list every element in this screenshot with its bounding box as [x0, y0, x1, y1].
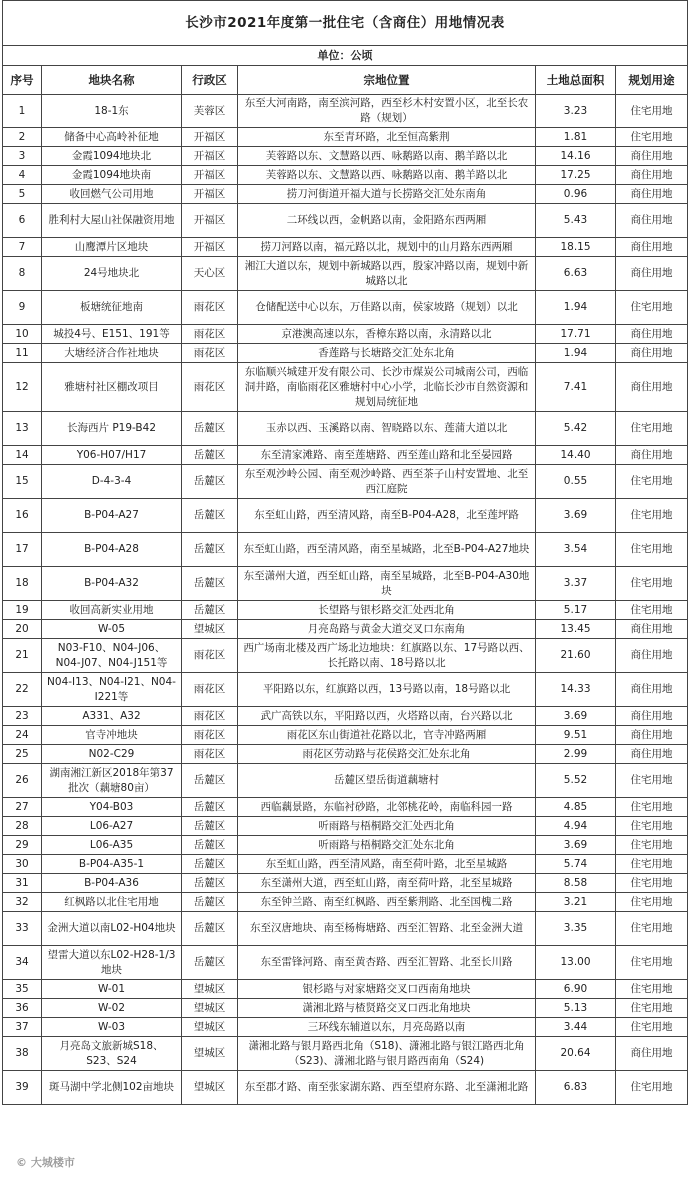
table-row	[3, 567, 688, 601]
table-row	[3, 946, 688, 980]
land-name: L06-A35	[42, 836, 182, 855]
row-number: 7	[3, 238, 42, 257]
table-row	[3, 465, 688, 499]
land-name: W-02	[42, 999, 182, 1018]
area: 5.17	[536, 601, 616, 620]
table-row	[3, 238, 688, 257]
table-row	[3, 798, 688, 817]
row-number: 3	[3, 147, 42, 166]
location: 东至雷锋河路、南至黄杏路、西至汇智路、北至长川路	[238, 946, 536, 980]
area: 9.51	[536, 726, 616, 745]
header-no: 序号	[3, 66, 42, 95]
area: 1.81	[536, 128, 616, 147]
district: 岳麓区	[182, 499, 238, 533]
location: 雨花区劳动路与花侯路交汇处东北角	[238, 745, 536, 764]
row-number: 35	[3, 980, 42, 999]
table-row	[3, 499, 688, 533]
planned-use: 住宅用地	[616, 1018, 688, 1037]
planned-use: 商住用地	[616, 620, 688, 639]
location: 香莲路与长塘路交汇处东北角	[238, 344, 536, 363]
row-number: 12	[3, 363, 42, 412]
row-number: 24	[3, 726, 42, 745]
district: 岳麓区	[182, 798, 238, 817]
location: 武广高铁以东，平阳路以西，火塔路以南，台兴路以北	[238, 707, 536, 726]
location: 长望路与银杉路交汇处西北角	[238, 601, 536, 620]
land-name: 金洲大道以南L02-H04地块	[42, 912, 182, 946]
planned-use: 住宅用地	[616, 817, 688, 836]
location: 听雨路与梧桐路交汇处东北角	[238, 836, 536, 855]
land-name: 收回燃气公司用地	[42, 185, 182, 204]
area: 14.33	[536, 673, 616, 707]
planned-use: 商住用地	[616, 446, 688, 465]
row-number: 34	[3, 946, 42, 980]
location: 雨花区东山街道社花路以北，官寺冲路两厢	[238, 726, 536, 745]
row-number: 4	[3, 166, 42, 185]
unit-row	[3, 46, 688, 66]
planned-use: 住宅用地	[616, 465, 688, 499]
location: 湘江大道以东，规划中新城路以西，殷家冲路以南，规划中新城路以北	[238, 257, 536, 291]
location: 玉赤以西、玉溪路以南、智晓路以东、莲蒲大道以北	[238, 412, 536, 446]
district: 岳麓区	[182, 893, 238, 912]
area: 8.58	[536, 874, 616, 893]
location: 三环线东辅道以东，月亮岛路以南	[238, 1018, 536, 1037]
planned-use: 商住用地	[616, 238, 688, 257]
planned-use: 住宅用地	[616, 874, 688, 893]
district: 雨花区	[182, 363, 238, 412]
location: 潇湘北路与银月路西北角（S18)、潇湘北路与银江路西北角（S23)、潇湘北路与银月路西南角（S24)	[238, 1037, 536, 1071]
area: 3.69	[536, 707, 616, 726]
planned-use: 住宅用地	[616, 533, 688, 567]
table-row	[3, 1018, 688, 1037]
district: 望城区	[182, 980, 238, 999]
planned-use: 住宅用地	[616, 601, 688, 620]
district: 雨花区	[182, 726, 238, 745]
district: 芙蓉区	[182, 95, 238, 128]
location: 京港澳高速以东，香樟东路以南，永清路以北	[238, 325, 536, 344]
district: 雨花区	[182, 673, 238, 707]
district: 岳麓区	[182, 601, 238, 620]
location: 东至汉唐地块、南至杨梅塘路、西至汇智路、北至金洲大道	[238, 912, 536, 946]
district: 岳麓区	[182, 946, 238, 980]
location: 东至虹山路，西至清风路，南至荷叶路，北至星城路	[238, 855, 536, 874]
table-row	[3, 257, 688, 291]
table-row	[3, 836, 688, 855]
location: 东至清家滩路、南至莲塘路、西至莲山路和北至晏园路	[238, 446, 536, 465]
table-row	[3, 344, 688, 363]
land-name: B-P04-A28	[42, 533, 182, 567]
title-row	[3, 1, 688, 46]
table-row	[3, 1071, 688, 1105]
location: 仓储配送中心以东，万佳路以南，侯家坡路（规划）以北	[238, 291, 536, 325]
district: 岳麓区	[182, 855, 238, 874]
land-name: Y06-H07/H17	[42, 446, 182, 465]
district: 望城区	[182, 1071, 238, 1105]
row-number: 37	[3, 1018, 42, 1037]
area: 6.83	[536, 1071, 616, 1105]
planned-use: 住宅用地	[616, 836, 688, 855]
location: 银杉路与对家塘路交叉口西南角地块	[238, 980, 536, 999]
district: 雨花区	[182, 291, 238, 325]
land-name: 收回高新实业用地	[42, 601, 182, 620]
area: 3.54	[536, 533, 616, 567]
land-name: 月亮岛文旅新城S18、S23、S24	[42, 1037, 182, 1071]
planned-use: 商住用地	[616, 1037, 688, 1071]
area: 17.25	[536, 166, 616, 185]
header-use: 规划用途	[616, 66, 688, 95]
planned-use: 商住用地	[616, 639, 688, 673]
area: 14.16	[536, 147, 616, 166]
row-number: 16	[3, 499, 42, 533]
location: 潇湘北路与楂贤路交叉口西北角地块	[238, 999, 536, 1018]
district: 岳麓区	[182, 465, 238, 499]
planned-use: 商住用地	[616, 745, 688, 764]
table-row	[3, 874, 688, 893]
row-number: 31	[3, 874, 42, 893]
row-number: 14	[3, 446, 42, 465]
table-row	[3, 764, 688, 798]
district: 岳麓区	[182, 567, 238, 601]
row-number: 19	[3, 601, 42, 620]
location: 月亮岛路与黄金大道交叉口东南角	[238, 620, 536, 639]
district: 雨花区	[182, 745, 238, 764]
land-name: W-01	[42, 980, 182, 999]
area: 21.60	[536, 639, 616, 673]
table-row	[3, 620, 688, 639]
area: 0.55	[536, 465, 616, 499]
row-number: 8	[3, 257, 42, 291]
land-name: 湖南湘江新区2018年第37批次（藕塘80亩）	[42, 764, 182, 798]
row-number: 33	[3, 912, 42, 946]
location: 平阳路以东，红旗路以西，13号路以南，18号路以北	[238, 673, 536, 707]
district: 望城区	[182, 1018, 238, 1037]
district: 望城区	[182, 999, 238, 1018]
location: 东至郡才路、南至张家湖东路、西至望府东路、北至潇湘北路	[238, 1071, 536, 1105]
planned-use: 商住用地	[616, 726, 688, 745]
land-name: W-05	[42, 620, 182, 639]
planned-use: 住宅用地	[616, 567, 688, 601]
table-row	[3, 446, 688, 465]
district: 天心区	[182, 257, 238, 291]
area: 7.41	[536, 363, 616, 412]
row-number: 2	[3, 128, 42, 147]
location: 二环线以西，金帆路以南，金阳路东西两厢	[238, 204, 536, 238]
planned-use: 住宅用地	[616, 95, 688, 128]
table-row	[3, 817, 688, 836]
row-number: 27	[3, 798, 42, 817]
planned-use: 住宅用地	[616, 412, 688, 446]
land-name: 大塘经济合作社地块	[42, 344, 182, 363]
land-name: 胜利村大屋山社保融资用地	[42, 204, 182, 238]
district: 开福区	[182, 128, 238, 147]
land-name: 山鹰潭片区地块	[42, 238, 182, 257]
row-number: 15	[3, 465, 42, 499]
area: 3.23	[536, 95, 616, 128]
planned-use: 住宅用地	[616, 1071, 688, 1105]
district: 岳麓区	[182, 412, 238, 446]
table-row	[3, 166, 688, 185]
planned-use: 住宅用地	[616, 999, 688, 1018]
area: 3.69	[536, 499, 616, 533]
row-number: 23	[3, 707, 42, 726]
planned-use: 商住用地	[616, 707, 688, 726]
land-name: 官寺冲地块	[42, 726, 182, 745]
area: 3.69	[536, 836, 616, 855]
header-area: 土地总面积	[536, 66, 616, 95]
area: 5.74	[536, 855, 616, 874]
land-name: 金霞1094地块北	[42, 147, 182, 166]
table-row	[3, 855, 688, 874]
district: 岳麓区	[182, 912, 238, 946]
table-row	[3, 912, 688, 946]
district: 雨花区	[182, 639, 238, 673]
planned-use: 住宅用地	[616, 893, 688, 912]
district: 岳麓区	[182, 446, 238, 465]
row-number: 20	[3, 620, 42, 639]
row-number: 22	[3, 673, 42, 707]
table-row	[3, 639, 688, 673]
row-number: 10	[3, 325, 42, 344]
planned-use: 商住用地	[616, 204, 688, 238]
planned-use: 商住用地	[616, 363, 688, 412]
area: 5.43	[536, 204, 616, 238]
page-title: 长沙市2021年度第一批住宅（含商住）用地情况表	[3, 1, 688, 46]
land-name: 长海西片 P19-B42	[42, 412, 182, 446]
land-name: N03-F10、N04-J06、N04-J07、N04-J151等	[42, 639, 182, 673]
location: 东至潇州大道，西至虹山路，南至星城路，北至B-P04-A30地块	[238, 567, 536, 601]
planned-use: 商住用地	[616, 166, 688, 185]
planned-use: 商住用地	[616, 257, 688, 291]
table-row	[3, 325, 688, 344]
header-name: 地块名称	[42, 66, 182, 95]
land-table	[2, 0, 688, 1105]
area: 18.15	[536, 238, 616, 257]
planned-use: 住宅用地	[616, 499, 688, 533]
land-name: Y04-B03	[42, 798, 182, 817]
table-row	[3, 147, 688, 166]
land-name: 城投4号、E151、191等	[42, 325, 182, 344]
district: 岳麓区	[182, 874, 238, 893]
land-name: N04-I13、N04-I21、N04-I221等	[42, 673, 182, 707]
table-row	[3, 185, 688, 204]
row-number: 32	[3, 893, 42, 912]
watermark: © 大城楼市	[16, 1156, 75, 1169]
table-row	[3, 601, 688, 620]
area: 0.96	[536, 185, 616, 204]
table-row	[3, 726, 688, 745]
table-row	[3, 128, 688, 147]
area: 5.13	[536, 999, 616, 1018]
header-district: 行政区	[182, 66, 238, 95]
area: 5.52	[536, 764, 616, 798]
location: 西临藕景路，东临衬砂路，北邻桃花岭，南临科园一路	[238, 798, 536, 817]
area: 1.94	[536, 291, 616, 325]
table-row	[3, 363, 688, 412]
row-number: 17	[3, 533, 42, 567]
land-name: 储备中心高岭补征地	[42, 128, 182, 147]
area: 20.64	[536, 1037, 616, 1071]
header-location: 宗地位置	[238, 66, 536, 95]
planned-use: 住宅用地	[616, 855, 688, 874]
table-row	[3, 707, 688, 726]
area: 4.85	[536, 798, 616, 817]
location: 东至钟兰路、南至红枫路、西至紫荆路、北至国槐二路	[238, 893, 536, 912]
location: 听雨路与梧桐路交汇处西北角	[238, 817, 536, 836]
row-number: 9	[3, 291, 42, 325]
row-number: 36	[3, 999, 42, 1018]
area: 2.99	[536, 745, 616, 764]
district: 雨花区	[182, 325, 238, 344]
area: 13.45	[536, 620, 616, 639]
location: 岳麓区望岳街道藕塘村	[238, 764, 536, 798]
table-row	[3, 893, 688, 912]
planned-use: 住宅用地	[616, 946, 688, 980]
planned-use: 住宅用地	[616, 291, 688, 325]
location: 捞刀河路以南，福元路以北，规划中的山月路东西两厢	[238, 238, 536, 257]
table-row	[3, 204, 688, 238]
row-number: 5	[3, 185, 42, 204]
table-row	[3, 1037, 688, 1071]
planned-use: 商住用地	[616, 673, 688, 707]
row-number: 21	[3, 639, 42, 673]
district: 岳麓区	[182, 533, 238, 567]
unit-label: 单位：公顷	[3, 46, 688, 66]
land-name: B-P04-A27	[42, 499, 182, 533]
land-name: 18-1东	[42, 95, 182, 128]
location: 东至观沙岭公园、南至观沙岭路、西至茶子山村安置地、北至西江庭院	[238, 465, 536, 499]
land-name: L06-A27	[42, 817, 182, 836]
row-number: 1	[3, 95, 42, 128]
area: 3.21	[536, 893, 616, 912]
district: 开福区	[182, 147, 238, 166]
table-row	[3, 533, 688, 567]
district: 岳麓区	[182, 764, 238, 798]
row-number: 11	[3, 344, 42, 363]
row-number: 29	[3, 836, 42, 855]
planned-use: 住宅用地	[616, 980, 688, 999]
land-name: D-4-3-4	[42, 465, 182, 499]
location: 西广场南北楼及西广场北边地块：红旗路以东、17号路以西、长托路以南、18号路以北	[238, 639, 536, 673]
area: 17.71	[536, 325, 616, 344]
table-row	[3, 999, 688, 1018]
area: 4.94	[536, 817, 616, 836]
area: 6.90	[536, 980, 616, 999]
land-name: B-P04-A32	[42, 567, 182, 601]
district: 岳麓区	[182, 817, 238, 836]
planned-use: 商住用地	[616, 185, 688, 204]
land-name: B-P04-A36	[42, 874, 182, 893]
location: 东临顺兴城建开发有限公司、长沙市煤炭公司城南公司，西临洞井路，南临雨花区雅塘村中心小学，北临长沙市自然资源和规划局统征地	[238, 363, 536, 412]
location: 捞刀河街道开福大道与长捞路交汇处东南角	[238, 185, 536, 204]
table-row	[3, 673, 688, 707]
land-name: A331、A32	[42, 707, 182, 726]
row-number: 30	[3, 855, 42, 874]
land-name: 斑马湖中学北侧102亩地块	[42, 1071, 182, 1105]
land-name: 24号地块北	[42, 257, 182, 291]
area: 1.94	[536, 344, 616, 363]
location: 东至大河南路，南至滨河路，西至杉木村安置小区，北至长农路（规划）	[238, 95, 536, 128]
district: 开福区	[182, 238, 238, 257]
area: 13.00	[536, 946, 616, 980]
table-row	[3, 980, 688, 999]
planned-use: 商住用地	[616, 147, 688, 166]
table-row	[3, 412, 688, 446]
row-number: 26	[3, 764, 42, 798]
planned-use: 住宅用地	[616, 764, 688, 798]
land-name: W-03	[42, 1018, 182, 1037]
planned-use: 住宅用地	[616, 128, 688, 147]
row-number: 39	[3, 1071, 42, 1105]
district: 开福区	[182, 204, 238, 238]
district: 雨花区	[182, 707, 238, 726]
location: 东至青环路，北至恒高紫荆	[238, 128, 536, 147]
district: 岳麓区	[182, 836, 238, 855]
area: 3.44	[536, 1018, 616, 1037]
area: 3.37	[536, 567, 616, 601]
district: 望城区	[182, 620, 238, 639]
district: 望城区	[182, 1037, 238, 1071]
area: 6.63	[536, 257, 616, 291]
area: 3.35	[536, 912, 616, 946]
land-name: 板塘统征地南	[42, 291, 182, 325]
row-number: 28	[3, 817, 42, 836]
area: 14.40	[536, 446, 616, 465]
land-name: B-P04-A35-1	[42, 855, 182, 874]
planned-use: 商住用地	[616, 344, 688, 363]
land-name: 金霞1094地块南	[42, 166, 182, 185]
row-number: 38	[3, 1037, 42, 1071]
table-row	[3, 745, 688, 764]
location: 东至虹山路，西至清风路，南至星城路，北至B-P04-A27地块	[238, 533, 536, 567]
land-name: 红枫路以北住宅用地	[42, 893, 182, 912]
district: 开福区	[182, 166, 238, 185]
area: 5.42	[536, 412, 616, 446]
planned-use: 住宅用地	[616, 798, 688, 817]
land-name: 雅塘村社区棚改项目	[42, 363, 182, 412]
location: 东至潇州大道，西至虹山路，南至荷叶路，北至星城路	[238, 874, 536, 893]
land-name: 望雷大道以东L02-H28-1/3地块	[42, 946, 182, 980]
table-row	[3, 95, 688, 128]
header-row	[3, 66, 688, 95]
location: 芙蓉路以东、文慧路以西、咏鹅路以南、鹅羊路以北	[238, 166, 536, 185]
row-number: 18	[3, 567, 42, 601]
location: 芙蓉路以东、文慧路以西、咏鹅路以南、鹅羊路以北	[238, 147, 536, 166]
district: 雨花区	[182, 344, 238, 363]
row-number: 13	[3, 412, 42, 446]
row-number: 6	[3, 204, 42, 238]
table-row	[3, 291, 688, 325]
location: 东至虹山路，西至清风路，南至B-P04-A28，北至莲坪路	[238, 499, 536, 533]
planned-use: 商住用地	[616, 325, 688, 344]
district: 开福区	[182, 185, 238, 204]
row-number: 25	[3, 745, 42, 764]
land-name: N02-C29	[42, 745, 182, 764]
planned-use: 住宅用地	[616, 912, 688, 946]
